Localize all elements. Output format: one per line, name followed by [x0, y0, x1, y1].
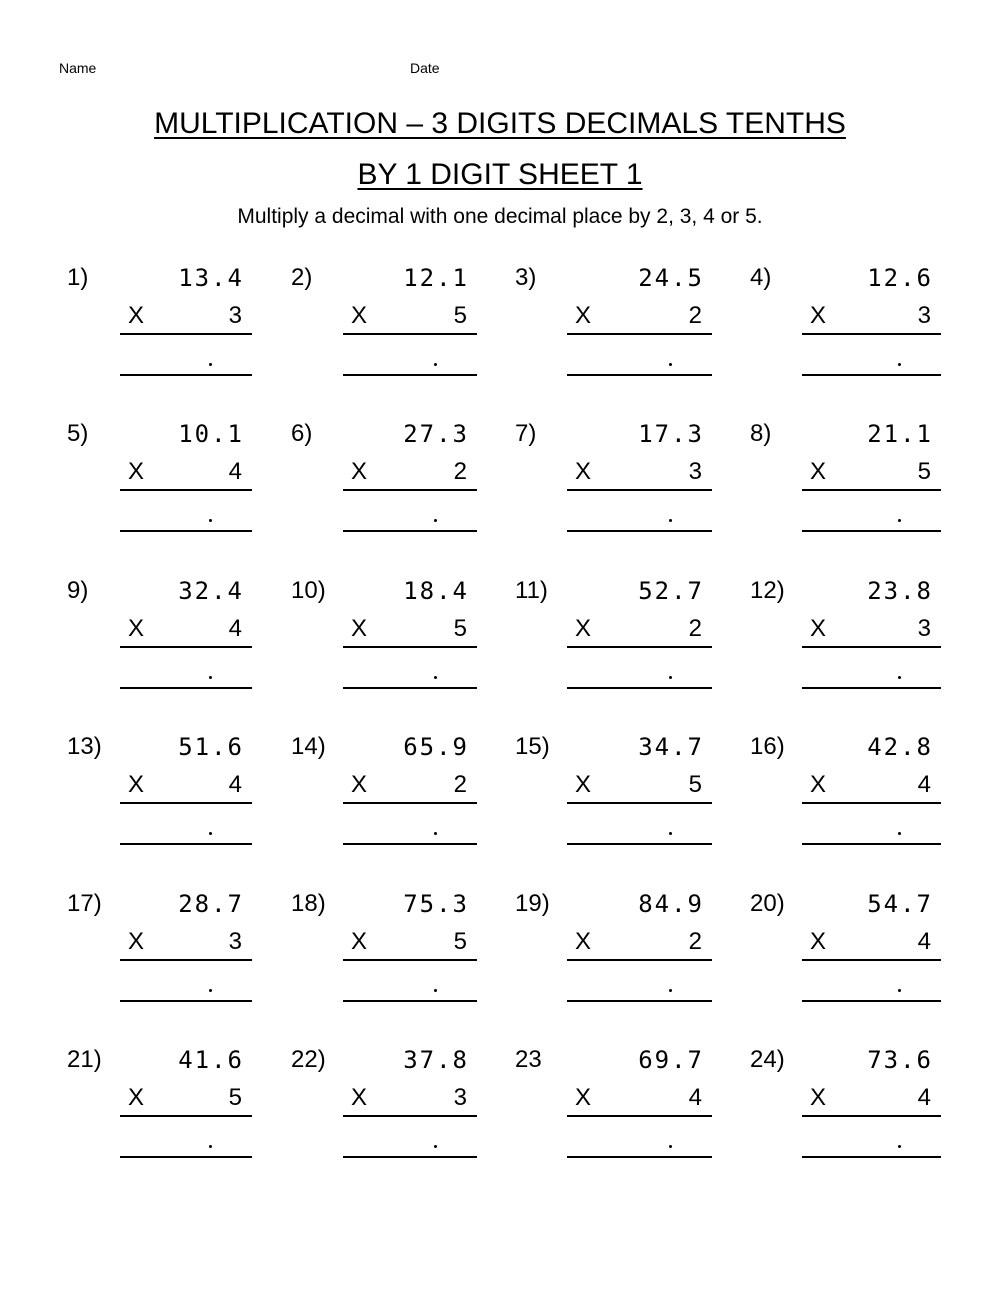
- problem-number: 15): [515, 733, 550, 760]
- problem-number: 18): [291, 890, 326, 917]
- multiplier: 3: [917, 615, 931, 642]
- decimal-point-marker: [898, 676, 901, 679]
- problem-number: 13): [67, 733, 102, 760]
- operation-line: [802, 646, 941, 648]
- multiply-sign: X: [351, 615, 368, 642]
- multiply-sign: X: [128, 302, 145, 329]
- multiplicand: 18.4: [403, 577, 469, 605]
- problem-number: 22): [291, 1046, 326, 1073]
- problem-number: 9): [67, 577, 89, 604]
- name-label: Name: [59, 60, 97, 76]
- problem-number: 3): [515, 264, 537, 291]
- multiplicand: 12.1: [403, 264, 469, 292]
- multiplier: 5: [453, 615, 467, 642]
- problem-number: 17): [67, 890, 102, 917]
- multiplicand: 24.5: [638, 264, 704, 292]
- multiply-sign: X: [351, 1084, 368, 1111]
- worksheet-title-line1: MULTIPLICATION – 3 DIGITS DECIMALS TENTHS: [154, 107, 846, 140]
- problem-number: 23: [515, 1046, 542, 1073]
- multiplicand: 21.1: [867, 420, 933, 448]
- multiplicand: 54.7: [867, 890, 933, 918]
- multiplicand: 28.7: [178, 890, 244, 918]
- multiplier: 3: [453, 1084, 467, 1111]
- multiplicand: 65.9: [403, 733, 469, 761]
- operation-line: [802, 489, 941, 491]
- multiplier: 4: [917, 928, 931, 955]
- multiplicand: 42.8: [867, 733, 933, 761]
- problem-number: 10): [291, 577, 326, 604]
- problem-16: [0, 732, 1000, 862]
- multiplicand: 37.8: [403, 1046, 469, 1074]
- multiplier: 5: [453, 302, 467, 329]
- operation-line: [802, 802, 941, 804]
- multiply-sign: X: [575, 771, 592, 798]
- problem-4: [0, 263, 1000, 393]
- problem-number: 11): [515, 577, 548, 604]
- multiplier: 4: [917, 771, 931, 798]
- decimal-point-marker: [898, 519, 901, 522]
- problem-number: 4): [750, 264, 772, 291]
- multiplicand: 51.6: [178, 733, 244, 761]
- multiplier: 2: [453, 771, 467, 798]
- operation-line: [802, 333, 941, 335]
- problem-number: 6): [291, 420, 313, 447]
- multiplicand: 12.6: [867, 264, 933, 292]
- decimal-point-marker: [898, 832, 901, 835]
- problem-number: 21): [67, 1046, 102, 1073]
- multiplier: 2: [453, 458, 467, 485]
- multiply-sign: X: [351, 928, 368, 955]
- multiplier: 2: [688, 615, 702, 642]
- problem-24: [0, 1045, 1000, 1175]
- problem-number: 8): [750, 420, 772, 447]
- multiplicand: 13.4: [178, 264, 244, 292]
- decimal-point-marker: [898, 989, 901, 992]
- multiplier: 3: [688, 458, 702, 485]
- decimal-point-marker: [898, 363, 901, 366]
- multiplier: 3: [228, 928, 242, 955]
- multiply-sign: X: [128, 458, 145, 485]
- multiply-sign: X: [351, 458, 368, 485]
- problem-number: 2): [291, 264, 313, 291]
- multiplier: 4: [228, 458, 242, 485]
- multiply-sign: X: [575, 928, 592, 955]
- multiply-sign: X: [810, 458, 827, 485]
- multiplier: 2: [688, 928, 702, 955]
- multiplicand: 34.7: [638, 733, 704, 761]
- multiplicand: 41.6: [178, 1046, 244, 1074]
- multiplicand: 84.9: [638, 890, 704, 918]
- multiplier: 3: [917, 302, 931, 329]
- answer-line[interactable]: [802, 843, 941, 845]
- instructions: Multiply a decimal with one decimal place by 2, 3, 4 or 5.: [237, 205, 763, 228]
- multiply-sign: X: [351, 771, 368, 798]
- multiplicand: 75.3: [403, 890, 469, 918]
- multiply-sign: X: [128, 928, 145, 955]
- problem-number: 12): [750, 577, 785, 604]
- multiplier: 3: [228, 302, 242, 329]
- multiplier: 5: [917, 458, 931, 485]
- multiplier: 5: [453, 928, 467, 955]
- multiply-sign: X: [575, 302, 592, 329]
- multiplicand: 10.1: [178, 420, 244, 448]
- multiply-sign: X: [575, 615, 592, 642]
- multiplicand: 17.3: [638, 420, 704, 448]
- multiply-sign: X: [810, 1084, 827, 1111]
- problem-number: 7): [515, 420, 537, 447]
- problem-number: 5): [67, 420, 89, 447]
- multiply-sign: X: [810, 771, 827, 798]
- problem-8: [0, 419, 1000, 549]
- problem-number: 19): [515, 890, 550, 917]
- decimal-point-marker: [898, 1145, 901, 1148]
- multiplicand: 69.7: [638, 1046, 704, 1074]
- multiply-sign: X: [575, 1084, 592, 1111]
- multiply-sign: X: [351, 302, 368, 329]
- multiply-sign: X: [810, 615, 827, 642]
- operation-line: [802, 1115, 941, 1117]
- multiply-sign: X: [810, 302, 827, 329]
- multiply-sign: X: [810, 928, 827, 955]
- multiply-sign: X: [128, 1084, 145, 1111]
- problem-12: [0, 576, 1000, 706]
- multiplicand: 23.8: [867, 577, 933, 605]
- answer-line[interactable]: [802, 687, 941, 689]
- multiplier: 2: [688, 302, 702, 329]
- problem-20: [0, 889, 1000, 1019]
- problem-number: 24): [750, 1046, 785, 1073]
- operation-line: [802, 959, 941, 961]
- multiplier: 5: [688, 771, 702, 798]
- worksheet-title-line2: BY 1 DIGIT SHEET 1: [357, 158, 643, 191]
- problem-number: 16): [750, 733, 785, 760]
- date-label: Date: [410, 60, 440, 76]
- multiplier: 4: [228, 771, 242, 798]
- answer-line[interactable]: [802, 374, 941, 376]
- answer-line[interactable]: [802, 530, 941, 532]
- multiplier: 5: [228, 1084, 242, 1111]
- multiplier: 4: [688, 1084, 702, 1111]
- multiply-sign: X: [128, 771, 145, 798]
- answer-line[interactable]: [802, 1156, 941, 1158]
- multiply-sign: X: [575, 458, 592, 485]
- multiply-sign: X: [128, 615, 145, 642]
- multiplicand: 32.4: [178, 577, 244, 605]
- problem-number: 14): [291, 733, 326, 760]
- multiplicand: 73.6: [867, 1046, 933, 1074]
- problem-number: 20): [750, 890, 785, 917]
- answer-line[interactable]: [802, 1000, 941, 1002]
- multiplicand: 27.3: [403, 420, 469, 448]
- multiplier: 4: [228, 615, 242, 642]
- multiplier: 4: [917, 1084, 931, 1111]
- problem-number: 1): [67, 264, 89, 291]
- multiplicand: 52.7: [638, 577, 704, 605]
